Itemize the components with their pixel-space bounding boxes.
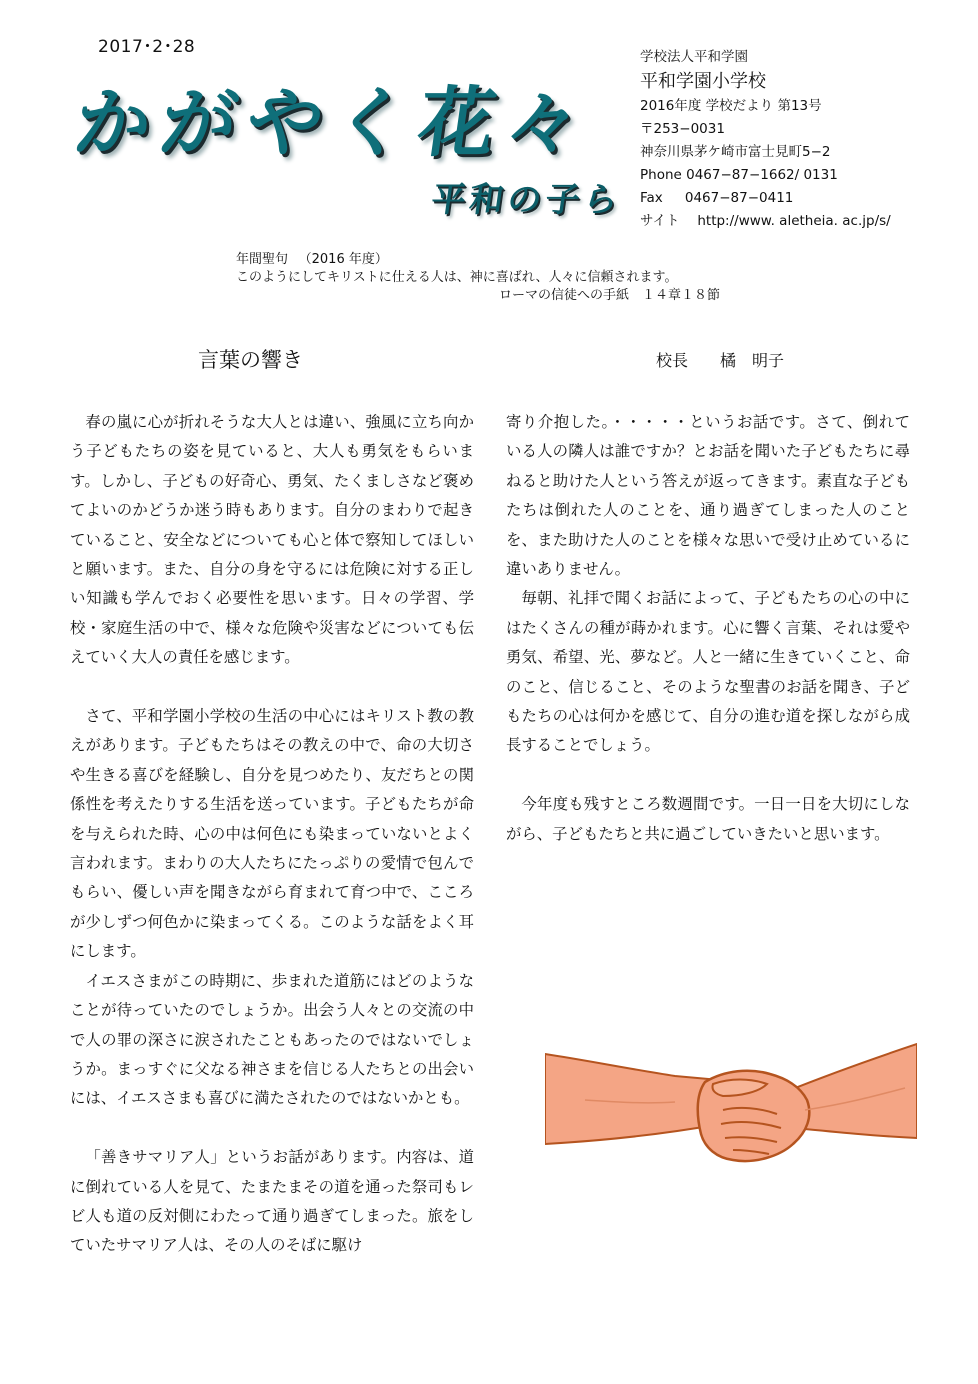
article-paragraph: 寄り介抱した。・・・・・というお話です。さて、倒れている人の隣人は誰ですか？とお話を聞いた子どもたちに尋ねると助けた人という答えが返ってきます。素直な子どもたちは倒れた人のことを、通り過ぎてしまった人のことを、また助けた人のことを様々な思いで受け止めているに違いありません。 [506,413,910,579]
article-paragraph: 春の嵐に心が折れそうな大人とは違い、強風に立ち向かう子どもたちの姿を見ていると、大人も勇気をもらいます。しかし、子どもの好奇心、勇気、たくましさなど褒めてよいのかどうか迷う時もあります。自分のまわりで起きていること、安全などについても心と体で察知してほしいと願います。また、自分の身を守るには危険に対する正しい知識も学んでおく必要性を思います。日々の学習、学校・家庭生活の中で、様々な危険や災害などについても伝えていく大人の責任を感じます。 [70,413,474,667]
article-author: 校長 橘 明子 [656,351,785,370]
newsletter-subtitle: 平和の子ら [428,180,625,220]
issue-date: 2017･2･28 [98,37,196,57]
article-title: 言葉の響き [198,348,303,372]
article-paragraph: イエスさまがこの時期に、歩まれた道筋にはどのようなことが待っていたのでしょうか。出会う人々との交流の中で人の罪の深さに涙されたこともあったのではないでしょうか。まっすぐに父なる神さまを信じる人たちとの出会いには、イエスさまも喜びに満たされたのではないかとも。 [70,971,474,1108]
school-corporation: 学校法人平和学園 [640,49,748,65]
verse-reference: ローマの信徒への手紙 １４章１８節 [498,288,720,303]
school-name: 平和学園小学校 [640,71,766,92]
article-paragraph: さて、平和学園小学校の生活の中心にはキリスト教の教えがあります。子どもたちはその教えの中で、命の大切さや生きる喜びを経験し、自分を見つめたり、友だちとの関係性を考えたりする生活を送っています。子どもたちが命を与えられた時、心の中は何色にも染まっていないとよく言われます。まわりの大人たちにたっぷりの愛情で包んでもらい、優しい声を聞きながら育まれて育つ中で、こころが少しずつ何色かに染まってくる。このような話をよく耳にします。 [70,707,474,961]
article-paragraph: 今年度も残すところ数週間です。一日一日を大切にしながら、子どもたちと共に過ごしていきたいと思います。 [506,795,910,843]
article-column-left [70,408,474,1261]
article-column-right [506,408,910,849]
issue-number: 2016年度 学校だより 第13号 [640,98,822,114]
article-paragraph: 「善きサマリア人」というお話があります。内容は、道に倒れている人を見て、たまたまその道を通った祭司もレビ人も道の反対側にわたって通り過ぎてしまった。旅をしていたサマリア人は、その人のそばに駆け [70,1148,474,1255]
verse-heading: 年間聖句 （2016 年度） [236,252,388,267]
newsletter-title: かがやく花々 [68,78,598,167]
school-info [640,46,970,233]
handshake-icon [545,1040,917,1190]
school-website: サイト http://www. aletheia. ac.jp/s/ [640,213,891,229]
school-fax: Fax 0467−87−0411 [640,190,794,206]
article-paragraph: 毎朝、礼拝で聞くお話によって、子どもたちの心の中にはたくさんの種が蒔かれます。心に響く言葉、それは愛や勇気、希望、光、夢など。人と一緒に生きていくこと、命のこと、信じること、そのような聖書のお話を聞き、子どもたちの心は何かを感じて、自分の進む道を探しながら成長することでしょう。 [506,589,910,755]
school-phone: Phone 0467−87−1662/ 0131 [640,167,838,183]
verse-text: このようにしてキリストに仕える人は、神に喜ばれ、人々に信頼されます。 [236,270,678,285]
school-address: 神奈川県茅ケ崎市富士見町5−2 [640,144,831,160]
postal-code: 〒253−0031 [640,121,725,137]
annual-verse [236,251,756,305]
